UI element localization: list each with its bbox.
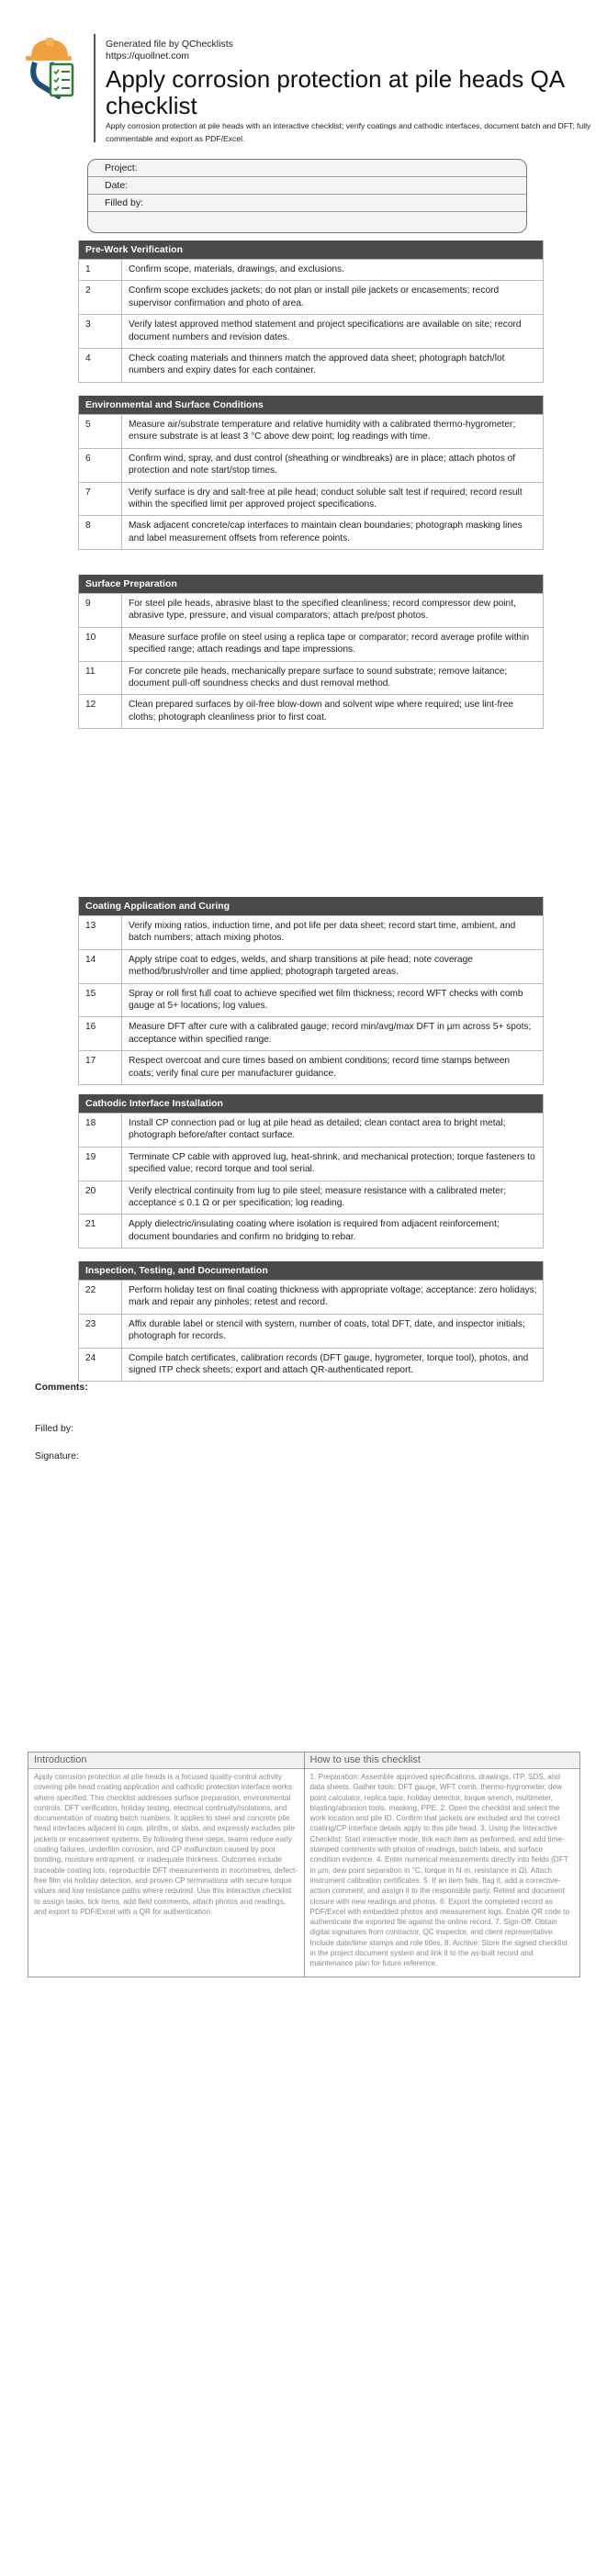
section-header: Environmental and Surface Conditions xyxy=(79,396,543,414)
item-text: Measure DFT after cure with a calibrated gauge; record min/avg/max DFT in µm across 5+ spots; acceptance within specified range. xyxy=(129,1022,532,1045)
section-header: Inspection, Testing, and Documentation xyxy=(79,1261,543,1280)
checklist-row[interactable] xyxy=(79,314,543,348)
section-header: Cathodic Interface Installation xyxy=(79,1094,543,1113)
source-url-link[interactable]: https://quollnet.com xyxy=(106,50,190,62)
item-text: Clean prepared surfaces by oil-free blow-down and solvent wipe where required; use lint-free cloths; photograph cleanliness prior to first coat. xyxy=(129,700,514,722)
item-text: Apply stripe coat to edges, welds, and sharp transitions at pile head; note coverage method/brush/roller and time applied; photograph targeted areas. xyxy=(129,954,473,978)
item-number: 17 xyxy=(79,1051,122,1084)
project-info-box xyxy=(87,159,527,233)
item-number: 2 xyxy=(79,281,122,314)
page-subtitle: Apply corrosion protection at pile heads with an interactive checklist; verify coatings and cathodic interfaces, document batch and DFT; fully commentable and export as PDF/Excel. xyxy=(106,121,591,143)
item-number: 18 xyxy=(79,1114,122,1147)
item-text: Measure surface profile on steel using a replica tape or comparator; record average profile within specified range; attach readings and tape impressions. xyxy=(129,632,530,655)
item-number: 3 xyxy=(79,315,122,348)
item-number: 5 xyxy=(79,415,122,448)
item-text: Apply dielectric/insulating coating where isolation is required from adjacent reinforcement; document boundaries and confirm no bridging to rebar. xyxy=(129,1219,500,1242)
date-field[interactable]: Date: xyxy=(88,177,526,195)
item-text: Mask adjacent concrete/cap interfaces to maintain clean boundaries; photograph masking lines and label measurement offsets from reference points. xyxy=(129,521,523,543)
checklist-row[interactable] xyxy=(79,1314,543,1348)
checklist-row[interactable] xyxy=(79,1147,543,1181)
section-inspection-testing-documentation xyxy=(78,1261,544,1382)
item-text: Perform holiday test on final coating thickness with appropriate voltage; acceptance: zero holidays; mark and repair any pinholes; retest and record. xyxy=(129,1285,537,1308)
item-text: Measure air/substrate temperature and relative humidity with a calibrated thermo-hygrometer; ensure substrate is at least 3 °C above dew point; log readings with time. xyxy=(129,420,516,442)
item-text: Verify latest approved method statement and project specifications are available on site; record document numbers and revision dates. xyxy=(129,319,522,342)
item-text: Confirm scope, materials, drawings, and exclusions. xyxy=(129,264,344,274)
how-to-use-text: 1. Preparation: Assemble approved specifications, drawings, ITP, SDS, and data sheets. Gather tools: DFT gauge, WFT comb, thermo-hygrometer, dew point calculator, replica tape, holiday detector, torque wrench, multimeter, blasting/abrasion tools, masking, PPE. 2. Open the checklist and select the work location and pile ID. Confirm that jackets are excluded and the correct coating/CP interface details apply to this pile head. 3. Using the Interactive Checklist: Start interactive mode, tick each item as performed, and add time-stamped comments with photos of readings, batch labels, and surface condition evidence. 4. Enter numerical measurements directly into fields (DFT in µm, dew point separation in °C, torque in N·m, resistance in Ω). Attach instrument calibration certificates. 5. If an item fails, flag it, add a corrective-action comment, and assign it to the responsible party. Retest and document closure with new readings and photos. 6. Export the completed record as PDF/Excel with embedded photos and measurement logs. Enable QR code to authenticate the exported file against the online record. 7. Sign-Off: Obtain digital signatures from contractor, QC inspector, and client representative. Include date/time stamps and role titles. 8. Archive: Store the signed checklist in the project document system and link it to the as-built record and maintenance plan for future reference. xyxy=(309,1773,570,1968)
item-number: 21 xyxy=(79,1215,122,1248)
document-header xyxy=(0,0,607,147)
item-text: Spray or roll first full coat to achieve specified wet film thickness; record WFT checks with comb gauge at 5+ locations; log values. xyxy=(129,988,523,1012)
item-text: Affix durable label or stencil with system, number of coats, total DFT, date, and inspector initials; photograph for records. xyxy=(129,1318,525,1342)
item-text: Compile batch certificates, calibration records (DFT gauge, hygrometer, torque tool), photos, and signed ITP check sheets; export and attach QR-authenticated report. xyxy=(129,1352,529,1376)
item-text: Check coating materials and thinners match the approved data sheet; photograph batch/lot numbers and expiry dates for each container. xyxy=(129,353,505,376)
item-text: Confirm scope excludes jackets; do not plan or install pile jackets or encasements; record supervisor confirmation and photo of area. xyxy=(129,286,500,308)
checklist-row[interactable] xyxy=(79,1181,543,1215)
item-number: 14 xyxy=(79,950,122,983)
item-number: 11 xyxy=(79,662,122,695)
item-number: 4 xyxy=(79,349,122,382)
section-environmental-surface-conditions xyxy=(78,396,544,550)
checklist-row[interactable] xyxy=(79,482,543,516)
header-divider xyxy=(94,34,96,142)
info-table xyxy=(28,1752,580,1977)
section-header: Surface Preparation xyxy=(79,575,543,593)
checklist-row[interactable] xyxy=(79,280,543,314)
checklist-row[interactable] xyxy=(79,259,543,280)
introduction-heading: Introduction xyxy=(28,1753,304,1769)
checklist-row[interactable] xyxy=(79,1050,543,1084)
signature-label[interactable]: Signature: xyxy=(35,1450,79,1462)
checklist-row[interactable] xyxy=(79,915,543,949)
item-text: Verify surface is dry and salt-free at pile head; conduct soluble salt test if required; record result within the specified limit per approved project specifications. xyxy=(129,487,523,510)
item-number: 16 xyxy=(79,1017,122,1050)
filled-by-label[interactable]: Filled by: xyxy=(35,1423,74,1434)
generated-by-text: Generated file by QChecklists xyxy=(106,39,233,50)
section-header: Pre-Work Verification xyxy=(79,241,543,259)
item-text: Confirm wind, spray, and dust control (sheathing or windbreaks) are in place; attach photos of protection and note start/stop times. xyxy=(129,453,516,476)
item-number: 8 xyxy=(79,516,122,549)
section-coating-application-curing xyxy=(78,897,544,1085)
section-header: Coating Application and Curing xyxy=(79,897,543,915)
how-to-use-column xyxy=(304,1753,580,1977)
item-number: 22 xyxy=(79,1281,122,1314)
item-text: For concrete pile heads, mechanically prepare surface to sound substrate; remove laitance; document pull-off soundness checks and dust removal method. xyxy=(129,666,508,689)
introduction-column xyxy=(28,1753,304,1977)
item-text: Respect overcoat and cure times based on ambient conditions; record time stamps between coats; verify final cure per manufacturer guidance. xyxy=(129,1056,511,1079)
checklist-row[interactable] xyxy=(79,661,543,695)
checklist-row[interactable] xyxy=(79,1113,543,1147)
how-to-use-heading: How to use this checklist xyxy=(305,1753,580,1769)
item-number: 24 xyxy=(79,1349,122,1382)
item-number: 9 xyxy=(79,594,122,627)
item-number: 6 xyxy=(79,449,122,482)
page-title: Apply corrosion protection at pile heads QA checklist xyxy=(106,65,564,119)
item-number: 15 xyxy=(79,984,122,1017)
item-number: 12 xyxy=(79,695,122,728)
checklist-row[interactable] xyxy=(79,627,543,661)
hardhat-q-checklist-logo-icon xyxy=(24,37,75,99)
item-number: 20 xyxy=(79,1182,122,1215)
section-surface-preparation xyxy=(78,575,544,729)
item-number: 1 xyxy=(79,260,122,280)
checklist-row[interactable] xyxy=(79,983,543,1017)
item-text: Install CP connection pad or lug at pile head as detailed; clean contact area to bright metal; photograph before/after contact surface. xyxy=(129,1118,506,1141)
checklist-row[interactable] xyxy=(79,348,543,382)
item-text: Terminate CP cable with approved lug, heat-shrink, and mechanical protection; torque fasteners to specified value; record torque and tool serial. xyxy=(129,1151,535,1175)
filled-by-field[interactable]: Filled by: xyxy=(88,195,526,212)
project-field[interactable]: Project: xyxy=(88,160,526,177)
checklist-row[interactable] xyxy=(79,694,543,728)
item-text: Verify mixing ratios, induction time, and pot life per data sheet; record start time, ambient, and batch numbers; attach mixing photos. xyxy=(129,921,516,944)
checklist-row[interactable] xyxy=(79,1214,543,1248)
checklist-row[interactable] xyxy=(79,593,543,627)
checklist-row[interactable] xyxy=(79,448,543,482)
checklist-row[interactable] xyxy=(79,1280,543,1314)
checklist-row[interactable] xyxy=(79,949,543,983)
item-number: 13 xyxy=(79,916,122,949)
item-number: 10 xyxy=(79,628,122,661)
section-pre-work-verification xyxy=(78,241,544,383)
item-number: 23 xyxy=(79,1315,122,1348)
item-number: 19 xyxy=(79,1148,122,1181)
item-number: 7 xyxy=(79,483,122,516)
blank-field[interactable] xyxy=(88,212,526,229)
checklist-row[interactable] xyxy=(79,1348,543,1382)
checklist-row[interactable] xyxy=(79,515,543,549)
section-cathodic-interface-installation xyxy=(78,1094,544,1249)
comments-label[interactable]: Comments: xyxy=(35,1382,88,1393)
checklist-row[interactable] xyxy=(79,414,543,448)
introduction-text: Apply corrosion protection at pile heads is a focused quality-control activity covering pile head coating application and cathodic protection interface works where specified. This checklist addresses surface preparation, environmental controls, DFT verification, holiday testing, electrical continuity/isolations, and documentation of coating batch numbers. It applies to steel and concrete pile head interfaces adjacent to caps, plinths, or slabs, and expressly excludes pile jackets or encasement systems. By following these steps, teams reduce early coating failures, underfilm corrosion, and CP malfunction caused by poor bonding, moisture entrapment, or inadequate thickness. Outcomes include traceable coating lots, reproducible DFT measurements in micrometres, defect-free film via holiday detection, and proven CP terminations with secure torque values and low resistance paths where required. Use this interactive checklist to assign tasks, tick items, add field comments, attach photos and readings, and export to PDF/Excel with a QR for authentication. xyxy=(34,1773,298,1916)
checklist-row[interactable] xyxy=(79,1016,543,1050)
item-text: Verify electrical continuity from lug to pile steel; measure resistance with a calibrated meter; acceptance ≤ 0.1 Ω or per specification; log reading. xyxy=(129,1185,507,1209)
item-text: For steel pile heads, abrasive blast to the specified cleanliness; record compressor dew point, abrasive type, pressure, and visual comparators; attach pre/post photos. xyxy=(129,599,516,622)
